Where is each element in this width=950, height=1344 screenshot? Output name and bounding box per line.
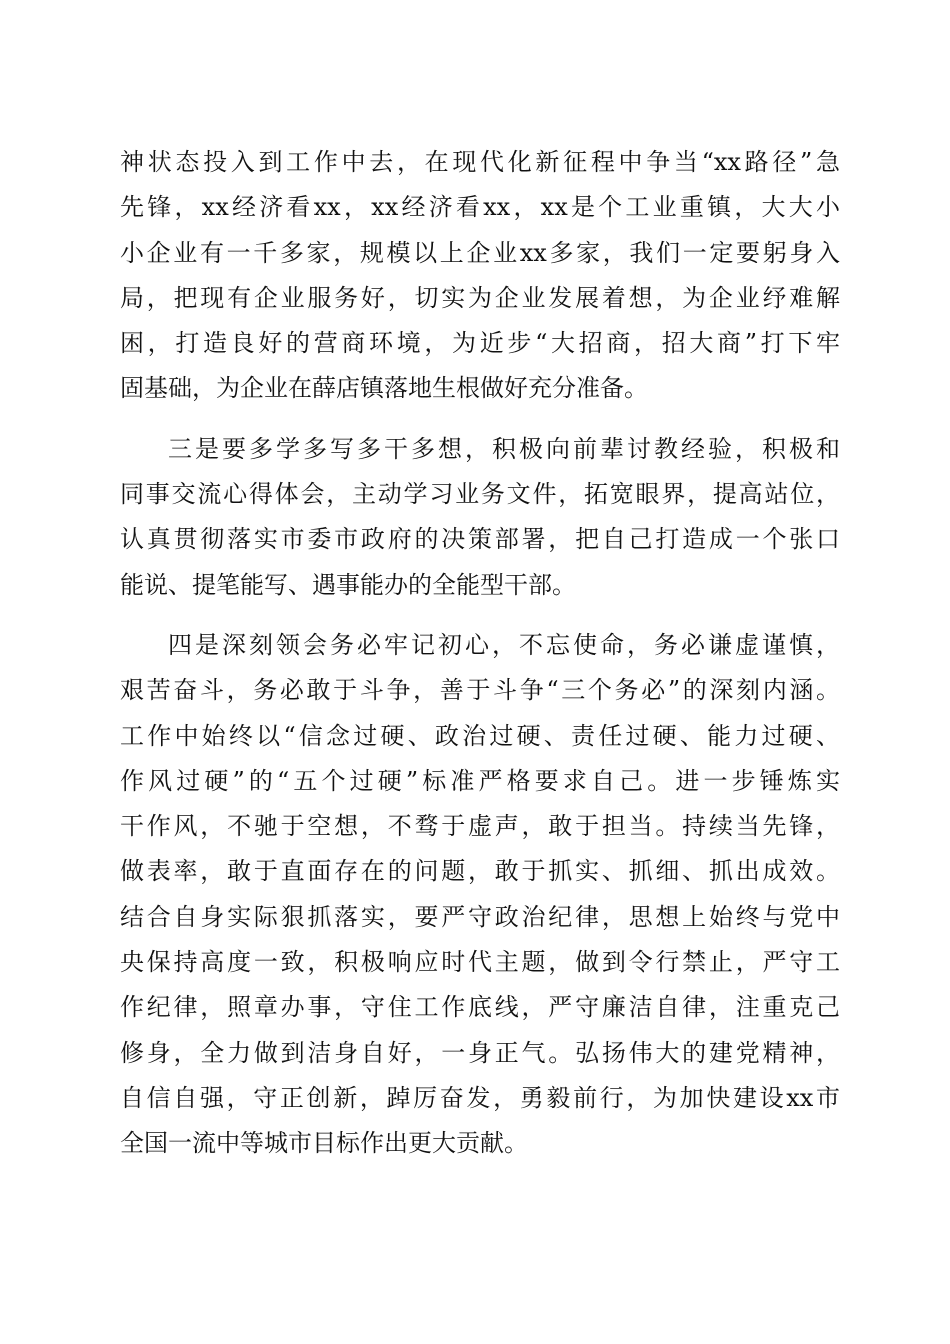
- paragraph-business-service: [120, 140, 840, 412]
- text-line: 四是深刻领会务必牢记初心，不忘使命，务必谦虚谨慎，: [168, 630, 840, 659]
- text-line: 艰苦奋斗，务必敢于斗争，善于斗争“三个务必”的深刻内涵。: [120, 676, 840, 705]
- paragraph-point-four: [120, 623, 840, 1167]
- text-line: 做表率，敢于直面存在的问题，敢于抓实、抓细、抓出成效。: [120, 857, 840, 886]
- text-line: 先锋，xx经济看xx，xx经济看xx，xx是个工业重镇，大大小: [120, 193, 840, 222]
- text-line: 干作风，不驰于空想，不骛于虚声，敢于担当。持续当先锋，: [120, 812, 840, 841]
- paragraph-point-three: [120, 427, 840, 608]
- text-line: 自信自强，守正创新，踔厉奋发，勇毅前行，为加快建设xx市: [120, 1083, 840, 1112]
- text-line: 能说、提笔能写、遇事能办的全能型干部。: [120, 570, 576, 599]
- text-line: 全国一流中等城市目标作出更大贡献。: [120, 1129, 528, 1158]
- text-line: 困，打造良好的营商环境，为近步“大招商，招大商”打下牢: [120, 329, 840, 358]
- text-line: 工作中始终以“信念过硬、政治过硬、责任过硬、能力过硬、: [120, 721, 840, 750]
- text-line: 小企业有一千多家，规模以上企业xx多家，我们一定要躬身入: [120, 238, 840, 267]
- text-line: 认真贯彻落实市委市政府的决策部署，把自己打造成一个张口: [120, 525, 840, 554]
- text-line: 同事交流心得体会，主动学习业务文件，拓宽眼界，提高站位，: [120, 480, 840, 509]
- text-line: 神状态投入到工作中去，在现代化新征程中争当“xx路径”急: [120, 148, 840, 176]
- document-body: [120, 140, 840, 1167]
- text-line: 固基础，为企业在薛店镇落地生根做好充分准备。: [120, 374, 648, 403]
- text-line: 三是要多学多写多干多想，积极向前辈讨教经验，积极和: [168, 434, 840, 463]
- text-line: 修身，全力做到洁身自好，一身正气。弘扬伟大的建党精神，: [120, 1038, 840, 1067]
- paragraph-spacer: [120, 412, 840, 427]
- text-line: 局，把现有企业服务好，切实为企业发展着想，为企业纾难解: [120, 283, 840, 312]
- text-line: 结合自身实际狠抓落实，要严守政治纪律，思想上始终与党中: [120, 902, 840, 931]
- text-line: 央保持高度一致，积极响应时代主题，做到令行禁止，严守工: [120, 948, 840, 977]
- text-line: 作风过硬”的“五个过硬”标准严格要求自己。进一步锤炼实: [120, 766, 840, 795]
- paragraph-spacer: [120, 608, 840, 623]
- text-line: 作纪律，照章办事，守住工作底线，严守廉洁自律，注重克己: [120, 993, 840, 1022]
